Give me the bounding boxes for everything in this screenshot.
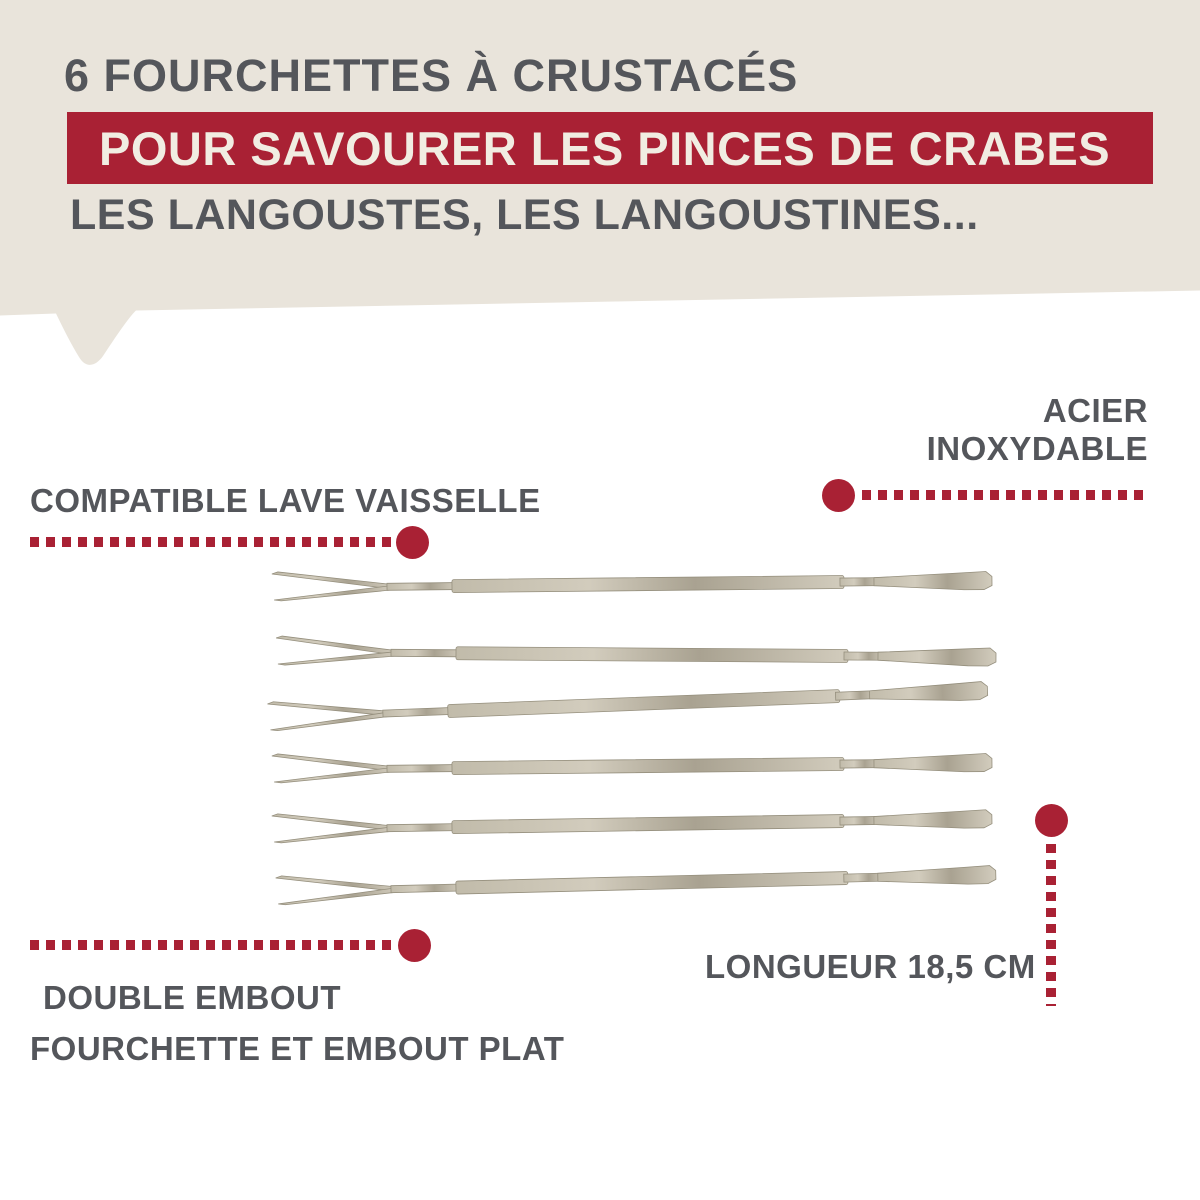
fork	[276, 636, 996, 670]
promo-banner	[67, 112, 1153, 184]
material-label-line2: INOXYDABLE	[926, 430, 1148, 467]
material-leader-line	[862, 490, 1150, 500]
fork	[272, 564, 992, 601]
dishwasher-leader-line	[30, 537, 392, 547]
tips-label-line2: FOURCHETTE ET EMBOUT PLAT	[30, 1030, 565, 1067]
tips-label-line1: DOUBLE EMBOUT	[43, 979, 341, 1016]
length-marker-dot	[1035, 804, 1068, 837]
page-subtitle: LES LANGOUSTES, LES LANGOUSTINES...	[70, 191, 979, 239]
page-title: 6 FOURCHETTES À CRUSTACÉS	[64, 50, 799, 101]
length-label: LONGUEUR 18,5 CM	[705, 948, 1036, 985]
fork	[276, 858, 996, 905]
material-label	[927, 392, 1148, 468]
dishwasher-marker-dot	[396, 526, 429, 559]
tips-label	[30, 972, 564, 1074]
dishwasher-label: COMPATIBLE LAVE VAISSELLE	[30, 482, 541, 519]
material-label-line1: ACIER	[1042, 392, 1148, 429]
tips-leader-line	[30, 940, 392, 950]
material-marker-dot	[822, 479, 855, 512]
tips-marker-dot	[398, 929, 431, 962]
promo-banner-label: POUR SAVOURER LES PINCES DE CRABES	[99, 121, 1111, 175]
fork	[267, 674, 988, 731]
fork	[272, 803, 992, 843]
fork	[272, 746, 992, 783]
length-leader-line	[1046, 844, 1056, 1006]
